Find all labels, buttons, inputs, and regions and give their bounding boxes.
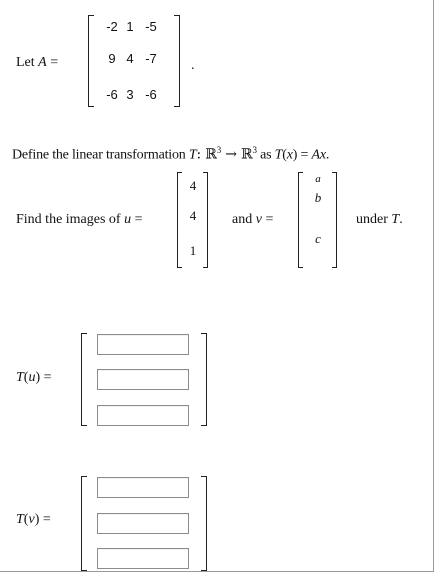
tu-entry-1-input[interactable] — [97, 334, 189, 355]
matrix-a-left-bracket — [88, 15, 94, 107]
definition-text: Define the linear transformation — [12, 147, 189, 163]
vector-v-entry: c — [315, 231, 321, 246]
vector-u-left-bracket — [177, 172, 182, 268]
tu-entry-3-input[interactable] — [97, 405, 189, 426]
tu-var: u — [28, 370, 36, 385]
domain-symbol: : ℝ — [196, 146, 217, 163]
vector-v-entry: b — [314, 190, 322, 205]
under-t-label — [356, 212, 403, 228]
matrix-a-cell: -2 — [106, 19, 118, 34]
tu-close: ) = — [35, 370, 52, 385]
codomain-exponent: 3 — [252, 145, 257, 155]
under-period: . — [399, 212, 403, 227]
matrix-a-right-bracket — [174, 15, 180, 107]
tu-open: ( — [23, 370, 29, 385]
vector-u-entry: 4 — [189, 208, 197, 223]
matrix-a-cell: 3 — [126, 87, 134, 102]
ax-x: x — [319, 147, 326, 163]
tv-var: v — [28, 512, 35, 527]
find-images-label — [16, 212, 143, 228]
and-text: and — [232, 212, 256, 227]
matrix-a-cell: -6 — [145, 87, 157, 102]
tv-open: ( — [23, 512, 29, 527]
matrix-a-cell: -7 — [145, 51, 157, 66]
matrix-a-cell: 9 — [108, 51, 116, 66]
definition-period: . — [325, 147, 330, 163]
tv-left-bracket — [81, 476, 87, 571]
tx-close: ) = — [292, 147, 312, 163]
ax-a: A — [311, 147, 320, 163]
tv-close: ) = — [34, 512, 51, 527]
tv-t: T — [16, 512, 24, 527]
find-text: Find the images of — [16, 212, 125, 227]
matrix-a-cell: 4 — [126, 51, 134, 66]
under-text: under — [356, 212, 392, 227]
vector-u-entry: 4 — [189, 178, 197, 193]
vector-v-right-bracket — [332, 172, 337, 268]
let-a-label — [16, 55, 58, 71]
tu-left-bracket — [81, 333, 87, 426]
tu-t: T — [16, 370, 24, 385]
matrix-a-cell: -6 — [106, 87, 118, 102]
transform-symbol: T — [188, 147, 197, 163]
matrix-period: . — [191, 58, 195, 73]
let-text: Let — [16, 55, 39, 70]
vector-u-entry: 1 — [189, 243, 197, 258]
tu-label — [16, 370, 52, 386]
tx-x: x — [286, 147, 293, 163]
tx-t: T — [274, 147, 283, 163]
matrix-var-a: A — [38, 55, 47, 70]
tv-entry-2-input[interactable] — [97, 513, 189, 534]
matrix-a-cell: 1 — [126, 19, 134, 34]
tv-right-bracket — [201, 476, 207, 571]
domain-exponent: 3 — [216, 145, 221, 155]
matrix-a-cell: -5 — [145, 19, 157, 34]
and-v-label — [232, 212, 273, 228]
codomain-symbol: → ℝ — [221, 146, 253, 163]
tv-entry-1-input[interactable] — [97, 477, 189, 498]
under-t-symbol: T — [391, 212, 400, 227]
tx-open: ( — [282, 147, 287, 163]
v-equals: = — [261, 212, 274, 227]
tv-entry-3-input[interactable] — [97, 548, 189, 569]
tv-label — [16, 512, 51, 528]
u-var: u — [124, 212, 132, 227]
tu-entry-2-input[interactable] — [97, 369, 189, 390]
equals-sign: = — [46, 55, 59, 70]
vector-v-left-bracket — [298, 172, 303, 268]
v-var: v — [255, 212, 262, 227]
vector-u-right-bracket — [203, 172, 208, 268]
vector-v-entry: a — [315, 173, 321, 185]
definition-line — [12, 145, 329, 164]
tu-right-bracket — [201, 333, 207, 426]
u-equals: = — [131, 212, 143, 227]
as-text: as — [256, 147, 275, 163]
